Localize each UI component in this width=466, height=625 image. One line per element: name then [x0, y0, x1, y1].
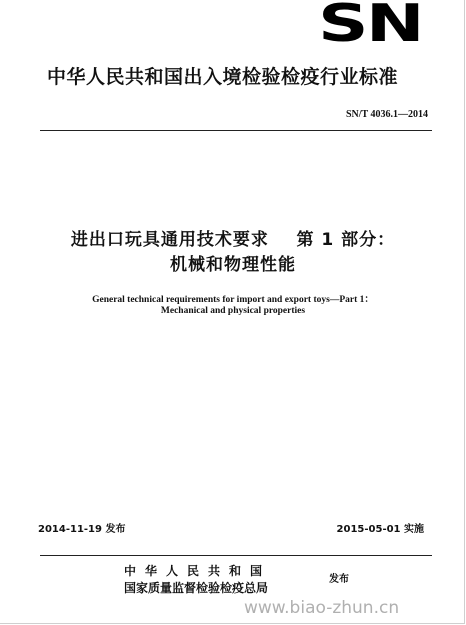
standard-number: SN/T 4036.1—2014: [345, 109, 428, 120]
top-divider: [40, 130, 432, 131]
bottom-divider: [40, 555, 432, 556]
title-en-line1: General technical requirements for import and export toys—Part 1：: [92, 295, 374, 305]
issuer-line1: 中华人民共和国: [124, 564, 272, 578]
watermark: www.biao-zhun.cn: [244, 598, 400, 618]
issuer-line2: 国家质量监督检验检疫总局: [124, 581, 269, 595]
title-cn-line1: 进出口玩具通用技术要求 第 1 部分：: [70, 230, 396, 250]
industry-standard-name: 中华人民共和国出入境检验检疫行业标准: [47, 66, 399, 88]
issue-date: 2014-11-19 发布: [38, 524, 126, 535]
title-cn-line2: 机械和物理性能: [170, 255, 296, 275]
title-en-line2: Mechanical and physical properties: [160, 306, 306, 316]
issuer-block: [124, 562, 271, 596]
issuer-action: 发布: [329, 574, 349, 585]
sn-logo: SN: [318, 0, 422, 54]
implement-date: 2015-05-01 实施: [336, 524, 424, 535]
